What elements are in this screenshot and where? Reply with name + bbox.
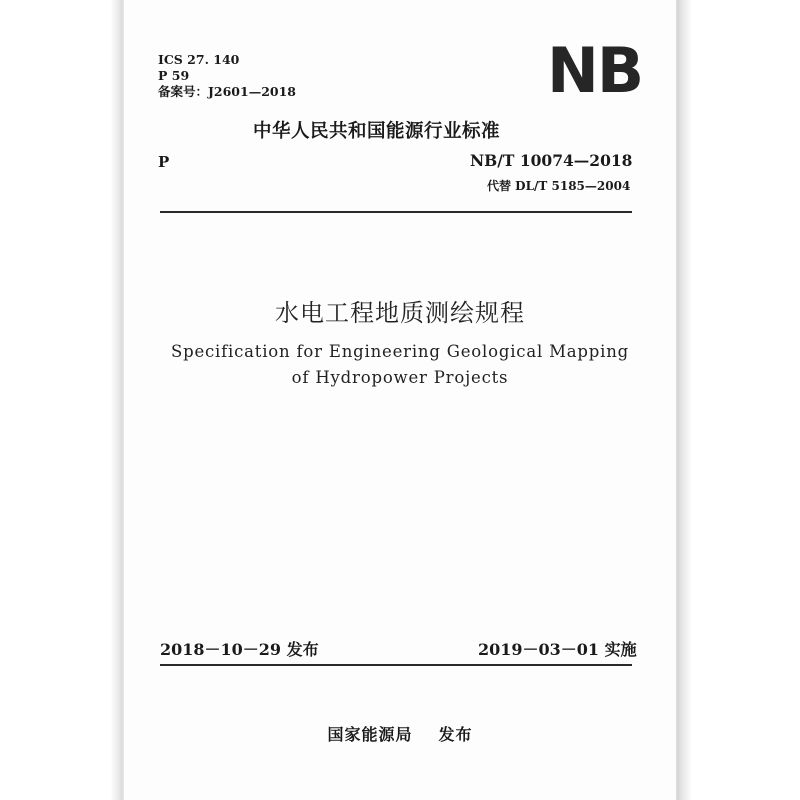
issue-date: 2018－10－29 发布 <box>160 640 319 659</box>
publish-action: 发布 <box>438 725 473 744</box>
title-english-line1: Specification for Engineering Geological Mapping <box>170 342 629 361</box>
standard-level: 中华人民共和国能源行业标准 <box>253 121 501 142</box>
background-left <box>0 0 125 800</box>
ics-code: ICS 27. 140 <box>158 52 240 67</box>
classification-code: P 59 <box>158 68 190 83</box>
top-divider <box>160 211 632 213</box>
implementation-date: 2019－03－01 实施 <box>478 640 637 659</box>
ics-block <box>158 52 296 100</box>
record-number: 备案号：J2601—2018 <box>158 84 296 99</box>
title-chinese: 水电工程地质测绘规程 <box>275 299 525 327</box>
publisher-line <box>0 722 800 745</box>
title-english-line2: of Hydropower Projects <box>291 368 509 387</box>
publisher-name: 国家能源局 <box>327 725 413 744</box>
standard-number: NB/T 10074—2018 <box>470 151 633 170</box>
background-right <box>670 0 800 800</box>
nb-logo: NB <box>547 34 643 107</box>
replaces-standard: 代替 DL/T 5185—2004 <box>487 179 631 193</box>
bottom-divider <box>160 664 632 666</box>
category-letter: P <box>158 153 170 171</box>
